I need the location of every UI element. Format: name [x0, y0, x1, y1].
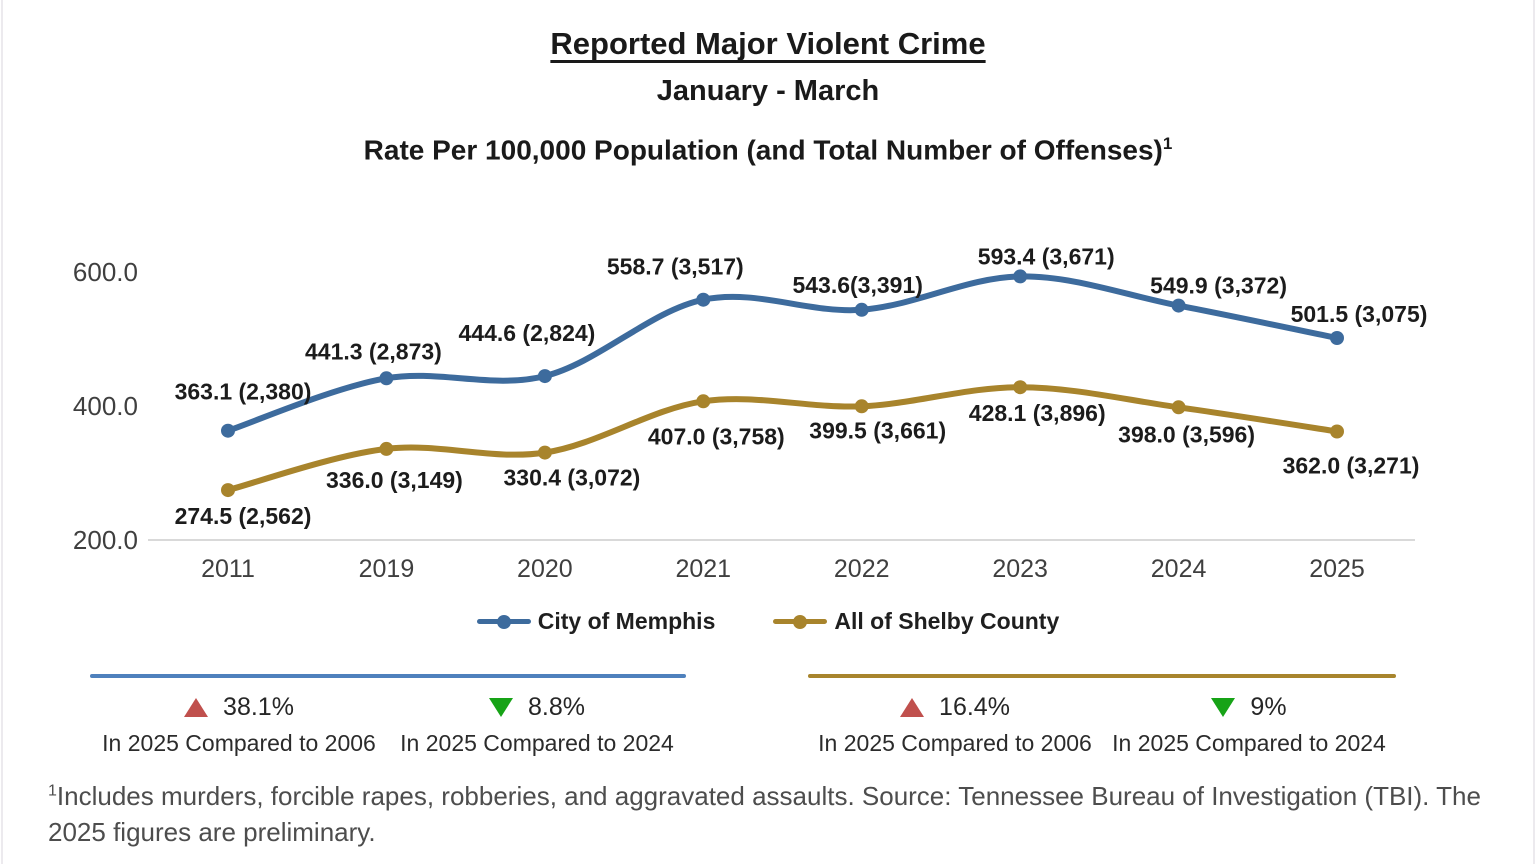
- data-point: [1172, 400, 1186, 414]
- summary-group-memphis: [90, 674, 686, 757]
- data-point: [538, 369, 552, 383]
- footnote-marker: 1: [1162, 134, 1173, 153]
- legend-label-shelby: All of Shelby County: [834, 608, 1060, 634]
- data-point: [1330, 331, 1344, 345]
- change-summary: [0, 674, 1536, 757]
- shelby-divider-line: [808, 674, 1396, 678]
- y-tick-label: 600.0: [72, 257, 138, 287]
- point-label: 501.5 (3,075): [1290, 301, 1428, 327]
- x-tick-label: 2019: [358, 555, 415, 583]
- legend-label-memphis: City of Memphis: [537, 608, 716, 634]
- stat-caption: In 2025 Compared to 2024: [400, 730, 674, 756]
- point-label: 543.6(3,391): [792, 271, 923, 298]
- point-label: 274.5 (2,562): [174, 503, 312, 530]
- data-point: [1013, 269, 1027, 283]
- memphis-stats-row: [90, 693, 686, 757]
- memphis-marker-icon: [497, 615, 511, 629]
- chart-legend: [0, 608, 1536, 635]
- shelby-stats-row: [808, 693, 1396, 757]
- x-tick-label: 2024: [1150, 555, 1207, 583]
- point-label: 549.9 (3,372): [1150, 272, 1288, 299]
- data-point: [221, 424, 235, 438]
- data-point: [855, 303, 869, 317]
- crime-line-chart: [0, 230, 1536, 600]
- chart-title: Reported Major Violent Crime: [550, 26, 986, 61]
- stat-value: 38.1%: [223, 693, 294, 721]
- shelby-stat-vs-2006: [818, 693, 1092, 757]
- stat-value: 9%: [1250, 693, 1287, 721]
- data-point: [696, 394, 710, 408]
- chart-subtitle: January - March: [656, 75, 880, 107]
- decrease-triangle-icon: [489, 698, 513, 717]
- data-point: [855, 399, 869, 413]
- data-point: [538, 446, 552, 460]
- shelby-marker-icon: [793, 615, 807, 629]
- shelby-stat-vs-2024: [1112, 693, 1386, 757]
- point-label: 407.0 (3,758): [647, 423, 785, 450]
- memphis-stat-vs-2024: [400, 693, 674, 757]
- memphis-line-icon: [477, 619, 531, 624]
- summary-group-shelby: [808, 674, 1396, 757]
- y-tick-label: 400.0: [72, 391, 138, 421]
- stat-caption: In 2025 Compared to 2024: [1112, 730, 1386, 756]
- stat-caption: In 2025 Compared to 2006: [818, 730, 1092, 756]
- point-label: 362.0 (3,271): [1282, 452, 1420, 479]
- memphis-divider-line: [90, 674, 686, 678]
- point-label: 428.1 (3,896): [968, 400, 1106, 427]
- x-tick-label: 2020: [517, 555, 573, 583]
- point-label: 398.0 (3,596): [1118, 421, 1256, 448]
- point-label: 441.3 (2,873): [304, 338, 442, 365]
- footnote-text: Includes murders, forcible rapes, robberies, and aggravated assaults. Source: Tennessee Bureau of Investigation (TBI). The 2025 figures are preliminary.: [48, 781, 1481, 848]
- point-label: 336.0 (3,149): [325, 466, 463, 493]
- chart-axis-note-text: Rate Per 100,000 Population (and Total Number of Offenses): [363, 134, 1163, 166]
- x-tick-label: 2011: [201, 555, 255, 583]
- point-label: 330.4 (3,072): [503, 464, 641, 491]
- increase-triangle-icon: [900, 698, 924, 717]
- shelby-line-icon: [773, 619, 827, 624]
- memphis-stat-vs-2006-value-row: [102, 693, 376, 722]
- legend-item-memphis: [477, 608, 716, 635]
- x-tick-label: 2023: [992, 555, 1048, 583]
- y-tick-label: 200.0: [72, 525, 138, 555]
- x-tick-label: 2021: [675, 555, 732, 583]
- memphis-stat-vs-2006: [102, 693, 376, 757]
- data-point: [1172, 299, 1186, 313]
- data-point: [1330, 425, 1344, 439]
- point-label: 593.4 (3,671): [977, 243, 1115, 270]
- memphis-stat-vs-2024-value-row: [400, 693, 674, 722]
- chart-axis-note: [0, 134, 1536, 166]
- x-tick-label: 2025: [1309, 555, 1365, 583]
- footnote: [48, 778, 1488, 851]
- stat-caption: In 2025 Compared to 2006: [102, 730, 376, 756]
- shelby-stat-vs-2024-value-row: [1112, 693, 1386, 722]
- data-point: [1013, 380, 1027, 394]
- data-point: [221, 483, 235, 497]
- data-point: [379, 442, 393, 456]
- x-tick-label: 2022: [833, 555, 890, 583]
- stat-value: 8.8%: [528, 693, 585, 721]
- point-label: 444.6 (2,824): [458, 320, 596, 347]
- data-point: [379, 371, 393, 385]
- data-point: [696, 293, 710, 307]
- point-label: 399.5 (3,661): [809, 417, 947, 444]
- point-label: 363.1 (2,380): [174, 378, 312, 405]
- footnote-superscript: 1: [48, 782, 57, 800]
- point-label: 558.7 (3,517): [606, 253, 744, 280]
- decrease-triangle-icon: [1211, 698, 1235, 717]
- increase-triangle-icon: [184, 698, 208, 717]
- stat-value: 16.4%: [939, 693, 1010, 721]
- shelby-stat-vs-2006-value-row: [818, 693, 1092, 722]
- legend-item-shelby: [773, 608, 1059, 635]
- chart-titles: [0, 26, 1536, 166]
